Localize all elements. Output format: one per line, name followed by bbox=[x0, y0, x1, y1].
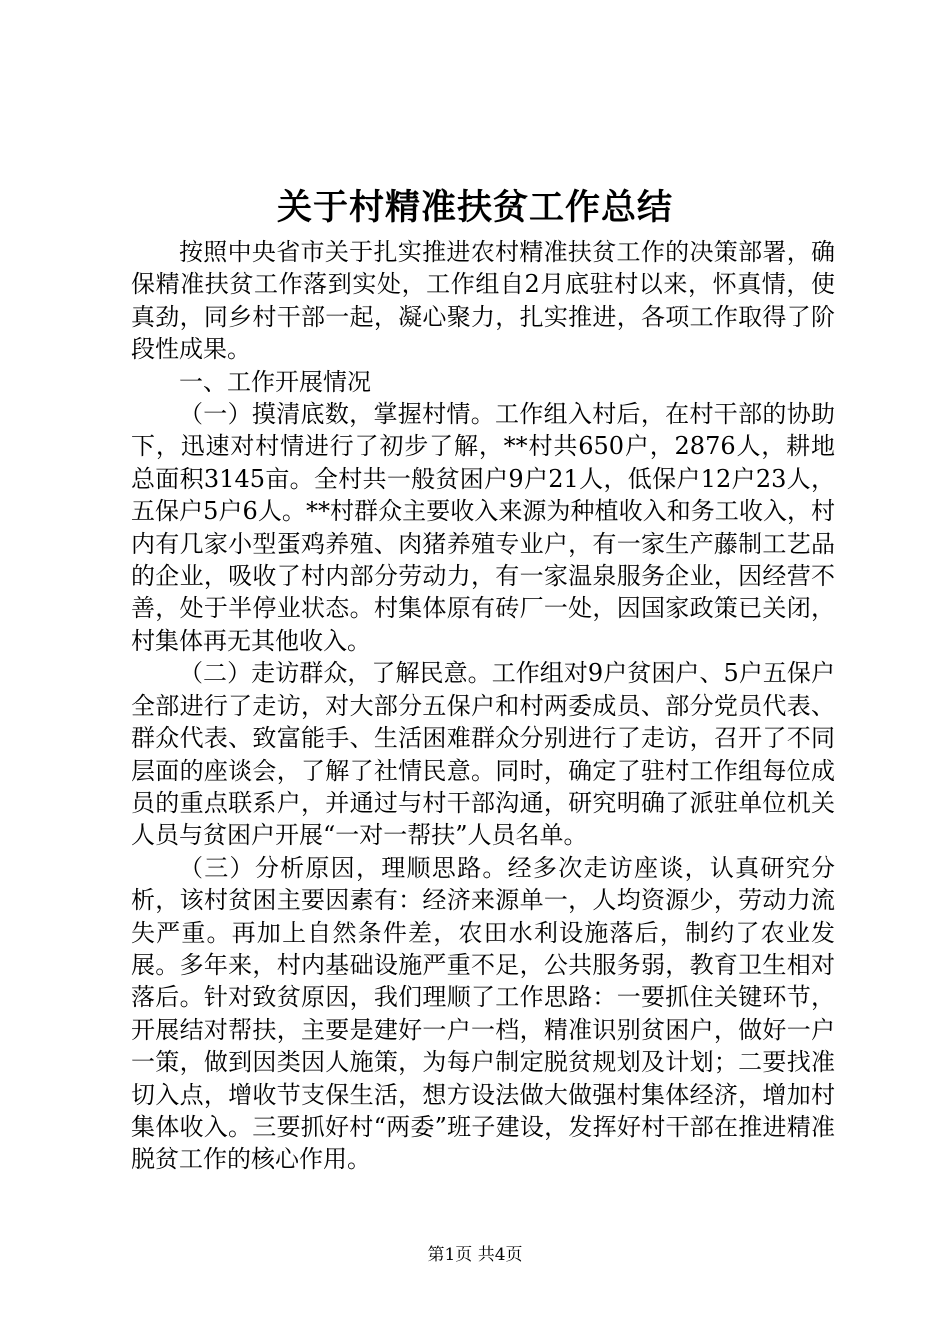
document-title: 关于村精准扶贫工作总结 bbox=[276, 187, 673, 228]
section-heading: 一、工作开展情况 bbox=[179, 367, 371, 396]
paragraph-section-1: （一）摸清底数，掌握村情。工作组入村后，在村干部的协助下，迅速对村情进行了初步了解，**村共650户，2876人，耕地总面积3145亩。全村共一般贫困户9户21人，低保户12户23人，五保户5户6人。**村群众主要收入来源为种植收入和务工收入，村内有几家小型蛋鸡养殖、肉猪养殖专业户，有一家生产藤制工艺品的企业，吸收了村内部分劳动力，有一家温泉服务企业，因经营不善，处于半停业状态。村集体原有砖厂一处，因国家政策已关闭，村集体再无其他收入。 bbox=[131, 400, 835, 655]
page-footer: 第1页 共4页 bbox=[427, 1245, 523, 1265]
paragraph-section-3: （三）分析原因，理顺思路。经多次走访座谈，认真研究分析，该村贫困主要因素有：经济来源单一，人均资源少，劳动力流失严重。再加上自然条件差，农田水利设施落后，制约了农业发展。多年来，村内基础设施严重不足，公共服务弱，教育卫生相对落后。针对致贫原因，我们理顺了工作思路：一要抓住关键环节，开展结对帮扶，主要是建好一户一档，精准识别贫困户，做好一户一策，做到因类因人施策，为每户制定脱贫规划及计划；二要找准切入点，增收节支保生活，想方设法做大做强村集体经济，增加村集体收入。三要抓好村“两委”班子建设，发挥好村干部在推进精准脱贫工作的核心作用。 bbox=[131, 853, 835, 1174]
paragraph-intro: 按照中央省市关于扎实推进农村精准扶贫工作的决策部署，确保精准扶贫工作落到实处，工作组自2月底驻村以来，怀真情，使真劲，同乡村干部一起，凝心聚力，扎实推进，各项工作取得了阶段性成果。 bbox=[131, 238, 835, 364]
paragraph-section-2: （二）走访群众，了解民意。工作组对9户贫困户、5户五保户全部进行了走访，对大部分五保户和村两委成员、部分党员代表、群众代表、致富能手、生活困难群众分别进行了走访，召开了不同层面的座谈会，了解了社情民意。同时，确定了驻村工作组每位成员的重点联系户，并通过与村干部沟通，研究明确了派驻单位机关人员与贫困户开展“一对一帮扶”人员名单。 bbox=[131, 659, 835, 850]
document-body bbox=[131, 236, 835, 1176]
